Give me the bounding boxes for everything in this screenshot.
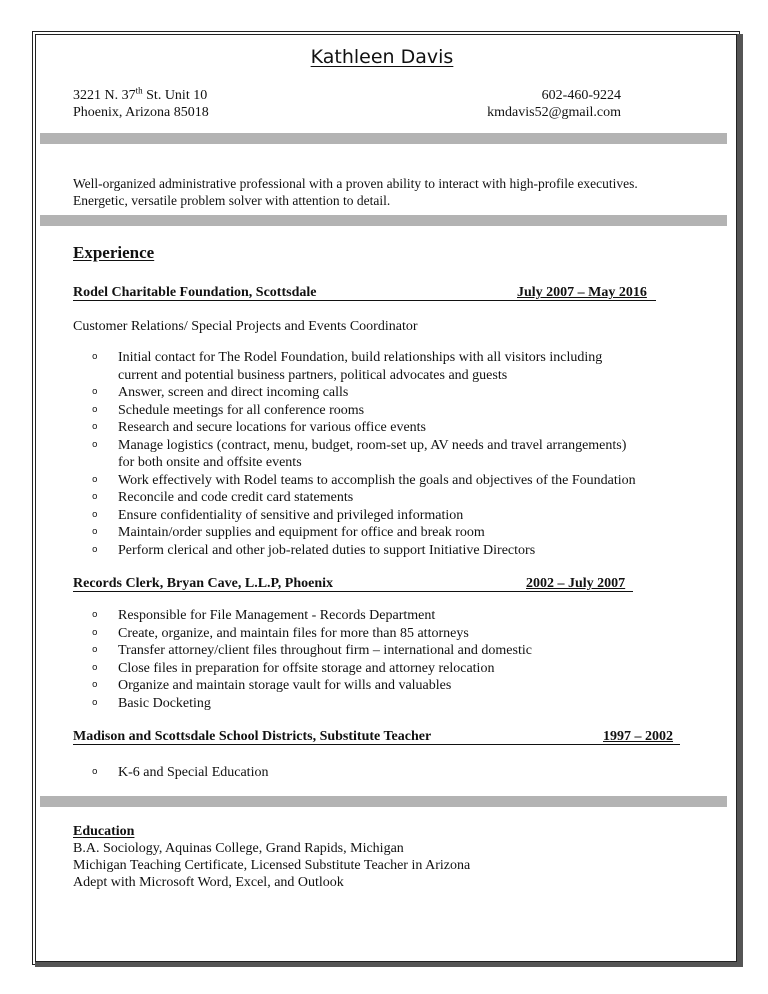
list-item: o Ensure confidentiality of sensitive and privileged information [92,507,464,523]
list-item: o Responsible for File Management - Records Department [92,608,436,623]
bullet-icon: o [92,404,98,415]
bullet-icon: o [92,352,98,362]
list-item: o Work effectively with Rodel teams to accomplish the goals and objectives of the Foundation [92,472,636,488]
education-line: Adept with Microsoft Word, Excel, and Outlook [73,875,344,890]
list-item: o Organize and maintain storage vault for wills and valuables [92,678,452,693]
email-address: kmdavis52@gmail.com [487,105,621,120]
education-heading: Education [73,824,135,839]
section-divider [40,796,727,807]
list-item-continuation: current and potential business partners, political advocates and guests [118,367,508,383]
education-line: Michigan Teaching Certificate, Licensed Substitute Teacher in Arizona [73,858,471,873]
list-item: o Transfer attorney/client files throughout firm – international and domestic [92,643,532,658]
job-title: Records Clerk, Bryan Cave, L.L.P, Phoenix [73,576,334,591]
experience-heading: Experience [73,243,155,262]
page-border-shadow-bottom [35,962,743,967]
list-item: o Basic Docketing [92,695,211,711]
job-duties-list [92,764,268,782]
summary-line: Well-organized administrative professional with a proven ability to interact with high-profile executives. [73,176,638,191]
list-item: o Create, organize, and maintain files for more than 85 attorneys [92,625,469,641]
list-item: o Initial contact for The Rodel Foundation, build relationships with all visitors including [92,350,603,365]
section-divider [40,133,727,144]
list-item: o Perform clerical and other job-related duties to support Initiative Directors [92,542,536,558]
job-underline [73,744,680,745]
list-item: o Close files in preparation for offsite storage and attorney relocation [92,660,495,676]
bullet-icon: o [92,492,98,502]
job-role: Customer Relations/ Special Projects and Events Coordinator [73,319,418,334]
job-title: Madison and Scottsdale School Districts, Substitute Teacher [73,729,432,744]
page-border-shadow-right [737,34,743,964]
city-state-zip: Phoenix, Arizona 85018 [73,105,209,120]
bullet-icon: o [92,610,98,620]
list-item: o Answer, screen and direct incoming calls [92,385,349,400]
section-divider [40,215,727,226]
summary-line: Energetic, versatile problem solver with attention to detail. [73,193,391,208]
bullet-icon: o [92,662,98,673]
job-dates: July 2007 – May 2016 [517,285,647,300]
job-duties-list [92,607,532,712]
bullet-icon: o [92,527,98,537]
job-title: Rodel Charitable Foundation, Scottsdale [73,285,317,300]
bullet-icon: o [92,645,98,655]
job-dates: 2002 – July 2007 [526,576,626,591]
list-item: o K-6 and Special Education [92,765,269,780]
education-line: B.A. Sociology, Aquinas College, Grand Rapids, Michigan [73,841,404,856]
resume-name: Kathleen Davis [310,46,454,68]
bullet-icon: o [92,697,98,708]
bullet-icon: o [92,509,98,520]
bullet-icon: o [92,387,98,397]
bullet-icon: o [92,627,98,638]
job-duties-list [92,349,636,559]
list-item: o Schedule meetings for all conference rooms [92,402,365,418]
job-dates: 1997 – 2002 [603,729,673,744]
bullet-icon: o [92,544,98,555]
bullet-icon: o [92,680,98,690]
list-item: o Research and secure locations for various office events [92,420,427,435]
phone-number: 602-460-9224 [541,88,621,103]
list-item: o Manage logistics (contract, menu, budget, room-set up, AV needs and travel arrangements) [92,437,627,453]
bullet-icon: o [92,474,98,485]
bullet-icon: o [92,767,98,777]
list-item: o Reconcile and code credit card statements [92,490,354,505]
bullet-icon: o [92,439,98,450]
list-item: o Maintain/order supplies and equipment for office and break room [92,525,485,540]
street-address: 3221 N. 37th St. Unit 10 [73,85,208,103]
list-item-continuation: for both onsite and offsite events [118,455,302,470]
bullet-icon: o [92,422,98,432]
